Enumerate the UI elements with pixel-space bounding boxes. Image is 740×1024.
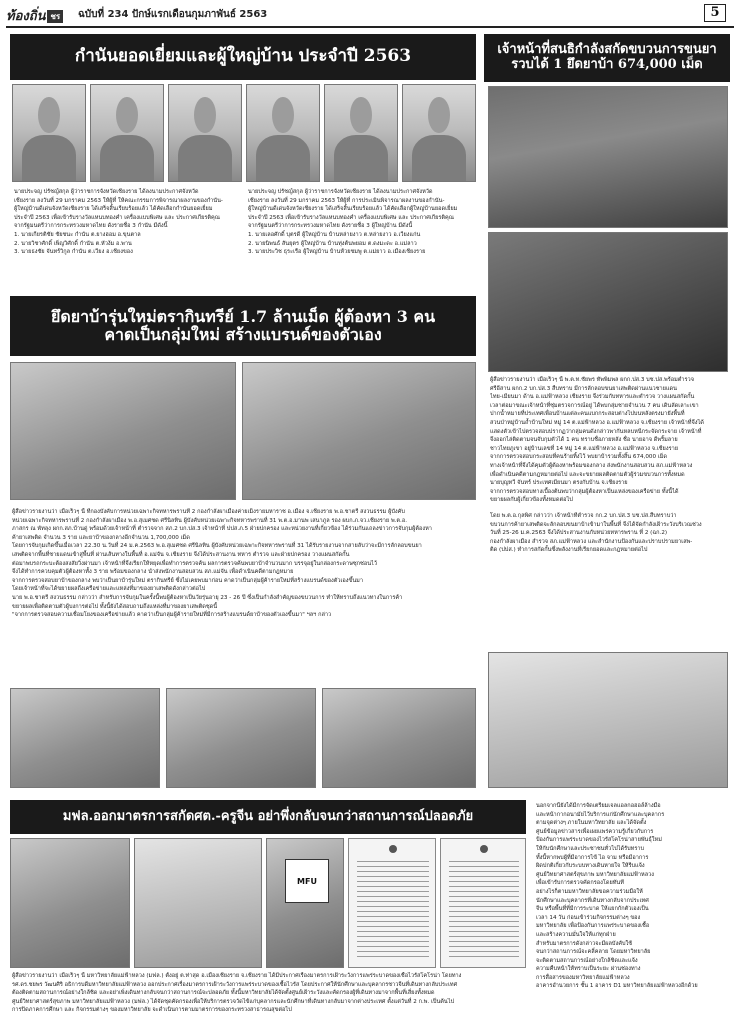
evidence-sacks-photo [488, 232, 728, 372]
portrait-photo [90, 84, 164, 182]
story3-body: ผู้สื่อข่าวรายงานว่า เมื่อเร็วๆ นี้ ที่กองบังคับการหน่วยเฉพาะกิจทหารพรานที่ 2 กองกำลังผาเมืองค่ายเม็งรายมหาราช อ.เมือง จ.เชียงราย พ.อ.ชาตรี สงวนธรรม ผู้บังคับ หน่วยเฉพาะกิจทหารพรานที่ 2 กองกำลังผาเมือง พ.อ.สุเมศชด ศรีนิลทิน ผู้บังคับหน่วยเฉพาะกิจทหารพรานที่ 31 พ.ต.อ.มานพ เสนาภูล รอง ผบก.ภ.จว.เชียงราย พ.ต.อ. ภาสกร ณ พัทลุง ผกก.สภ.บ้านดู่ พร้อมด้วยเจ้าหน้าที่ ตำรวจจาก สภ.2 บก.ปส.3 เจ้าหน้าที่ ปปส.ภ.5 ฝ่ายปกครอง และหน่วยงานที่เกี่ยวข้อง ได้ร่วมกันแถลงข่าวการจับกุมผู้ต้องหา ค้ายาเสพติด จำนวน 3 ราย และยาบ้าของกลางอีกจำนวน 1,700,000 เม็ด โดยการจับกุมเกิดขึ้นเมื่อเวลา 22.30 น.วันที่ 24 ม.ค.2563 พ.อ.สุเมศชด ศรีนิลทิน ผู้บังคับหน่วยเฉพาะกิจทหารพรานที่ 31 ได้รับรายงานจากสายลับว่าจะมีการลักลอบขนยา เสพติดจากพื้นที่ชายแดนเข้าสู่พื้นที่ ผ่านเส้นทางในพื้นที่ อ.แม่จัน จ.เชียงราย จึงได้ประสานงาน ทหาร ตำรวจ และฝ่ายปกครอง วางแผนสกัดกั้น ต่อมาพบรถกระบะต้องสงสัยวิ่งผ่านมา เจ้าหน้าที่จึงเรียกให้หยุดเพื่อทำการตรวจค้น ผลการตรวจค้นพบยาบ้าจำนวนมาก บรรจุอยู่ในกล่องกระดาษซุกซ่อนไว้ จึงได้ทำการควบคุมตัวผู้ต้องหาทั้ง 3 ราย พร้อมของกลาง นำส่งพนักงานสอบสวน สภ.แม่จัน เพื่อดำเนินคดีตามกฎหมาย จากการตรวจสอบยาบ้าของกลาง พบว่าเป็นยาบ้ารุ่นใหม่ ตรากินทรีย์ ซึ่งไม่เคยพบมาก่อน คาดว่าเป็นกลุ่มผู้ค้ารายใหม่ที่สร้างแบรนด์ของตัวเองขึ้นมา โดยเจ้าหน้าที่จะได้ขยายผลถึงเครือข่ายและแหล่งที่มาของยาเสพติดดังกล่าวต่อไป นาย พ.อ.ชาตรี สงวนธรรม กล่าวว่า สำหรับการจับกุมในครั้งนี้พบผู้ต้องหาเป็นวัยรุ่นอายุ 23 - 26 ปี ซึ่งเป็นกำลังสำคัญของขบวนการ ทำให้ทราบถึงแนวทางในการค้า ขยายผลเพื่อติดตามตัวผู้บงการต่อไป ทั้งนี้ยังได้สอบถามถึงแหล่งที่มาของยาเสพติดชุดนี้ "จากการตรวจสอบความเชื่อมโยงของเครือข่ายแล้ว คาดว่าเป็นกลุ่มผู้ค้ารายใหม่ที่มีการสร้างแบรนด์ยาบ้าของตัวเองขึ้นมา" ฯลฯ กล่าว [12, 509, 432, 619]
portrait-photo [402, 84, 476, 182]
announcement-document-2 [440, 838, 526, 968]
story2-headline: เจ้าหน้าที่สนธิกำลังสกัดขบวนการขนยา รวบได้ 1 ยึดยาบ้า 674,000 เม็ด [484, 34, 730, 82]
story4-right-column: นอกจากนี้ยังได้มีการจัดเตรียมเจลแอลกอฮอล์ล้างมือ และหน้ากากอนามัยไว้บริการแก่นักศึกษาและบุคลากร ตามจุดต่างๆ ภายในมหาวิทยาลัย และได้จัดตั้ง ศูนย์ข้อมูลข่าวสารเพื่อเผยแพร่ความรู้เกี่ยวกับการ ป้องกันการแพร่ระบาดของไวรัสโคโรน่าสายพันธุ์ใหม่ ให้กับนักศึกษาและประชาชนทั่วไปได้รับทราบ ทั้งนี้หากพบผู้ที่มีอาการไข้ ไอ จาม หรือมีอาการ ผิดปกติเกี่ยวกับระบบทางเดินหายใจ ให้รีบแจ้ง ศูนย์วิทยาศาสตร์สุขภาพ มหาวิทยาลัยแม่ฟ้าหลวง เพื่อเข้ารับการตรวจคัดกรองโดยทันที อย่างไรก็ตามมหาวิทยาลัยขอความร่วมมือให้ นักศึกษาและบุคลากรที่เดินทางกลับจากประเทศ จีน หรือพื้นที่ที่มีการระบาด ให้แยกกักตัวเองเป็น เวลา 14 วัน ก่อนเข้าร่วมกิจกรรมต่างๆ ของ มหาวิทยาลัย เพื่อป้องกันการแพร่ระบาดของเชื้อ และสร้างความมั่นใจให้แก่ทุกฝ่าย สำหรับมาตรการดังกล่าวจะมีผลบังคับใช้ จนกว่าสถานการณ์จะคลี่คลาย โดยมหาวิทยาลัย จะติดตามสถานการณ์อย่างใกล้ชิดและแจ้ง ความคืบหน้าให้ทราบเป็นระยะ ผ่านช่องทาง การสื่อสารของมหาวิทยาลัยแม่ฟ้าหลวง อาคารอำนวยการ ชั้น 1 อาคาร D1 มหาวิทยาลัยแม่ฟ้าหลวงอีกด้วย [536, 803, 698, 990]
portrait-photo [12, 84, 86, 182]
health-screening-photo-1 [10, 838, 130, 968]
story1-col1: นายประจญ ปรัชญ์สกุล ผู้ว่าราชการจังหวัดเชียงราย ได้ลงนามประกาศจังหวัด เชียงราย ลงวันที่ 29 มกราคม 2563 ให้ผู้ที่ ให้คณะกรรมการพิจารณาผลงานของกำนัน- ผู้ใหญ่บ้านดีเด่นจังหวัดเชียงราย ได้เสร็จสิ้นเรียบร้อยแล้ว ได้คัดเลือกกำนันยอดเยี่ยม ประจำปี 2563 เพื่อเข้ารับรางวัลแหนบทองคำ เครื่องแบบพิเศษ และ ประกาศเกียรติคุณ จากรัฐมนตรีว่าการกระทรวงมหาดไทย ดังรายชื่อ 3 กำนัน มีดังนี้ 1. นายเกียรติชัย ชัยชนะ กำนัน ต.ยางฮอม อ.ขุนตาล 2. นายวิชาศักดิ์ เพ็ญวิศักดิ์ กำนัน ต.หัวง้ม อ.พาน 3. นายธงชัย จันทร์วิกูล กำนัน ต.เวียง อ.เชียงของ [14, 189, 223, 256]
officials-photo [242, 362, 476, 500]
story2-body-2: โดย พ.ต.อ.กุลพิศ กล่าวว่า เจ้าหน้าที่ตำรวจ กก.2 บก.ปส.3 บช.ปส.สืบทราบว่า ขบวนการค้ายาเสพติดจะลักลอบขนยาบ้าเข้ามาในพื้นที่ จึงได้จัดกำลังเฝ้าระวังบริเวณช่วง วันที่ 25-26 ม.ค.2563 จึงได้ประสานงานกับหน่วยทหารพราน ที่ 2 (ฉก.2) กองกำลังผาเมือง สำรวจ สภ.แม่ฟ้าหลวง และสำนักงานป้องกันและปราบปรามยาเสพ- ติด (ปปส.) ทำการสกัดกั้นซึ่งพลังงานที่เรียกยอดและกฎหมายต่อไป [490, 513, 702, 554]
press-conference-photo [10, 362, 236, 500]
health-screening-photo-2 [134, 838, 262, 968]
portrait-row [10, 84, 476, 184]
story4-headline: มฟล.ออกมาตรการสกัดศต.-ครูจีน อย่าพึ่งกลับจนกว่าสถานการณ์ปลอดภัย [10, 800, 526, 834]
header-rule [6, 26, 734, 28]
newspaper-logo: ท้องถิ่น ชร [6, 5, 66, 21]
portrait-photo [324, 84, 398, 182]
announcement-document-1 [348, 838, 436, 968]
story1-col2: นายประจญ ปรัชญ์สกุล ผู้ว่าราชการจังหวัดเชียงราย ได้ลงนามประกาศจังหวัด เชียงราย ลงวันที่ 29 มกราคม 2563 ให้ผู้ที่ การประเมินพิจารณาผลงานของกำนัน- ผู้ใหญ่บ้านดีเด่นจังหวัดเชียงราย ได้เสร็จสิ้นเรียบร้อยแล้ว ได้คัดเลือกผู้ใหญ่บ้านยอดเยี่ยม ประจำปี 2563 เพื่อเข้ารับรางวัลแหนบทองคำ เครื่องแบบพิเศษ และ ประกาศเกียรติคุณ จากรัฐมนตรีว่าการกระทรวงมหาดไทย ดังรายชื่อ 3 ผู้ใหญ่บ้าน มีดังนี้ 1. นายเลอศักดิ์ บุตรดี ผู้ใหญ่บ้าน บ้านหล่ายงาว ต.หล่ายงาว อ.เวียงแก่น 2. นายนิพนธ์ สันยุตร ผู้ใหญ่บ้าน บ้านทุ่งต้นพยอม ต.ดงมะดะ อ.แม่ลาว 3. นายประวิช ธุระเรือ ผู้ใหญ่บ้าน บ้านห้วยชมพู ต.แม่ยาว อ.เมืองเชียงราย [248, 189, 458, 256]
soldiers-photo [322, 688, 476, 788]
issue-info: ฉบับที่ 234 ปักษ์แรกเดือนกุมภาพันธ์ 2563 [78, 9, 268, 20]
drug-packages-photo [488, 652, 728, 788]
story4-body: ผู้สื่อข่าวรายงานว่า เมื่อเร็วๆ นี้ มหาวิทยาลัยแม่ฟ้าหลวง (มฟล.) ตั้งอยู่ ต.ท่าสุด อ.เมืองเชียงราย จ.เชียงราย ได้มีประกาศเรื่องมาตรการเฝ้าระวังการแพร่ระบาดของเชื้อไวรัสโคโรน่า โดยทาง รศ.ดร.ชยพร วัฒนศิริ อธิการบดีมหาวิทยาลัยแม่ฟ้าหลวง ออกประกาศเรื่องมาตรการเฝ้าระวังการแพร่ระบาดของเชื้อไวรัส โดยประกาศให้นักศึกษาและบุคลากรชาวจีนที่เดินทางกลับประเทศ ต้องติดตามสถานการณ์อย่างใกล้ชิด และอย่าเพิ่งเดินทางกลับจนกว่าสถานการณ์จะปลอดภัย ทั้งนี้มหาวิทยาลัยได้จัดตั้งศูนย์เฝ้าระวังและคัดกรองผู้ที่เดินทางมาจากพื้นที่เสี่ยงทั้งหมด ศูนย์วิทยาศาสตร์สุขภาพ มหาวิทยาลัยแม่ฟ้าหลวง (มฟล.) ได้จัดชุดคัดกรองเพื่อให้บริการตรวจวัดไข้แก่บุคลากรและนักศึกษาที่เดินทางกลับมาจากต่างประเทศ ตั้งแต่วันที่ 2 ก.พ. เป็นต้นไป การปิดภาคการศึกษา และ กิจกรรมต่างๆ ของมหาวิทยาลัย จะดำเนินการตามมาตรการของกระทรวงสาธารณสุขต่อไป [12, 973, 462, 1014]
story3-headline: ยึดยาบ้ารุ่นใหม่ตรากินทรีย์ 1.7 ล้านเม็ด ผู้ต้องหา 3 คน คาดเป็นกลุ่มใหม่ สร้างแบรนด์ของตัวเอง [10, 296, 476, 356]
portrait-photo [246, 84, 320, 182]
forest-arrest-photo [488, 86, 728, 228]
vehicle-search-photo-1 [10, 688, 160, 788]
page-number: 5 [704, 4, 726, 22]
vehicle-search-photo-2 [166, 688, 316, 788]
portrait-photo [168, 84, 242, 182]
mfu-poster: MFU [285, 859, 329, 903]
story1-headline: กำนันยอดเยี่ยมและผู้ใหญ่บ้าน ประจำปี 2563 [10, 34, 476, 80]
story2-body: ผู้สื่อข่าวรายงานว่า เมื่อเร็วๆ นี้ พ.ต.ท.ชัยพร ทัพพิมพล ผกก.ปส.3 บช.ปส.พร้อมตำรวจ ศรีอีสาน ผกก.2 บก.ปส.3 สืบทราบ มีการลักลอบขนยาเสพติดผ่านแนวชายแดน ไทย-เมียนมา ด้าน อ.แม่ฟ้าหลวง เชียงราย จึงร่วมกับทหารและตำรวจ วางแผนสกัดกั้น เวลาต่อมาขณะเจ้าหน้าที่ซุ่มตรวจการณ์อยู่ ได้พบกลุ่มชายจำนวน 7 คน เดินลัดเลาะเขา ปากน้ำหมายที่ประเทศเพื่อนบ้านแต่ละคนแบกกระสอบต่างไปบนหลังตรงมายังพื้นที่ สวนป่าหมู่บ้านถ้ำบ้านใหม่ หมู่ 14 ต.แม่ฟ้าหลวง อ.แม่ฟ้าหลวง จ.เชียงราย เจ้าหน้าที่จึงได้ แสดงตัวเข้าไปตรวจสอบปรากฏว่ากลุ่มคนดังกล่าวพากันหลบหนีกระจัดกระจาย เจ้าหน้าที่ จึงออกไล่ติดตามจนจับกุมตัวได้ 1 คน ทราบชื่อภายหลัง ชื่อ นายอาจ ดีพริ้มลาย ชาวไทยภูเขา อยู่บ้านเลขที่ 14 หมู่ 14 ต.แม่ฟ้าหลวง อ.แม่ฟ้าหลวง จ.เชียงราย จากการตรวจสอบกระสอบที่คนร้ายทิ้งไว้ พบยาบ้ารวมทั้งสิ้น 674,000 เม็ด ทางเจ้าหน้าที่จึงได้คุมตัวผู้ต้องหาพร้อมของกลาง ส่งพนักงานสอบสวน สภ.แม่ฟ้าหลวง เพื่อดำเนินคดีตามกฎหมายต่อไป และจะขยายผลติดตามตัวผู้ร่วมขบวนการทั้งหมด นายบุญทวี จันทร์ ประเทศเมียนมา ตรงกับบ้าน จ.เชียงราย จากการตรวจสอบทางเบื้องต้นพบว่ากลุ่มผู้ต้องหาเป็นแหล่งของเครือข่าย ทั้งนี้ได้ ขยายผลกับผู้เกี่ยวข้องทั้งหมดต่อไป [490, 377, 704, 504]
health-screening-photo-3 [266, 838, 344, 968]
logo-badge: ชร [47, 10, 63, 23]
masthead [0, 0, 740, 26]
